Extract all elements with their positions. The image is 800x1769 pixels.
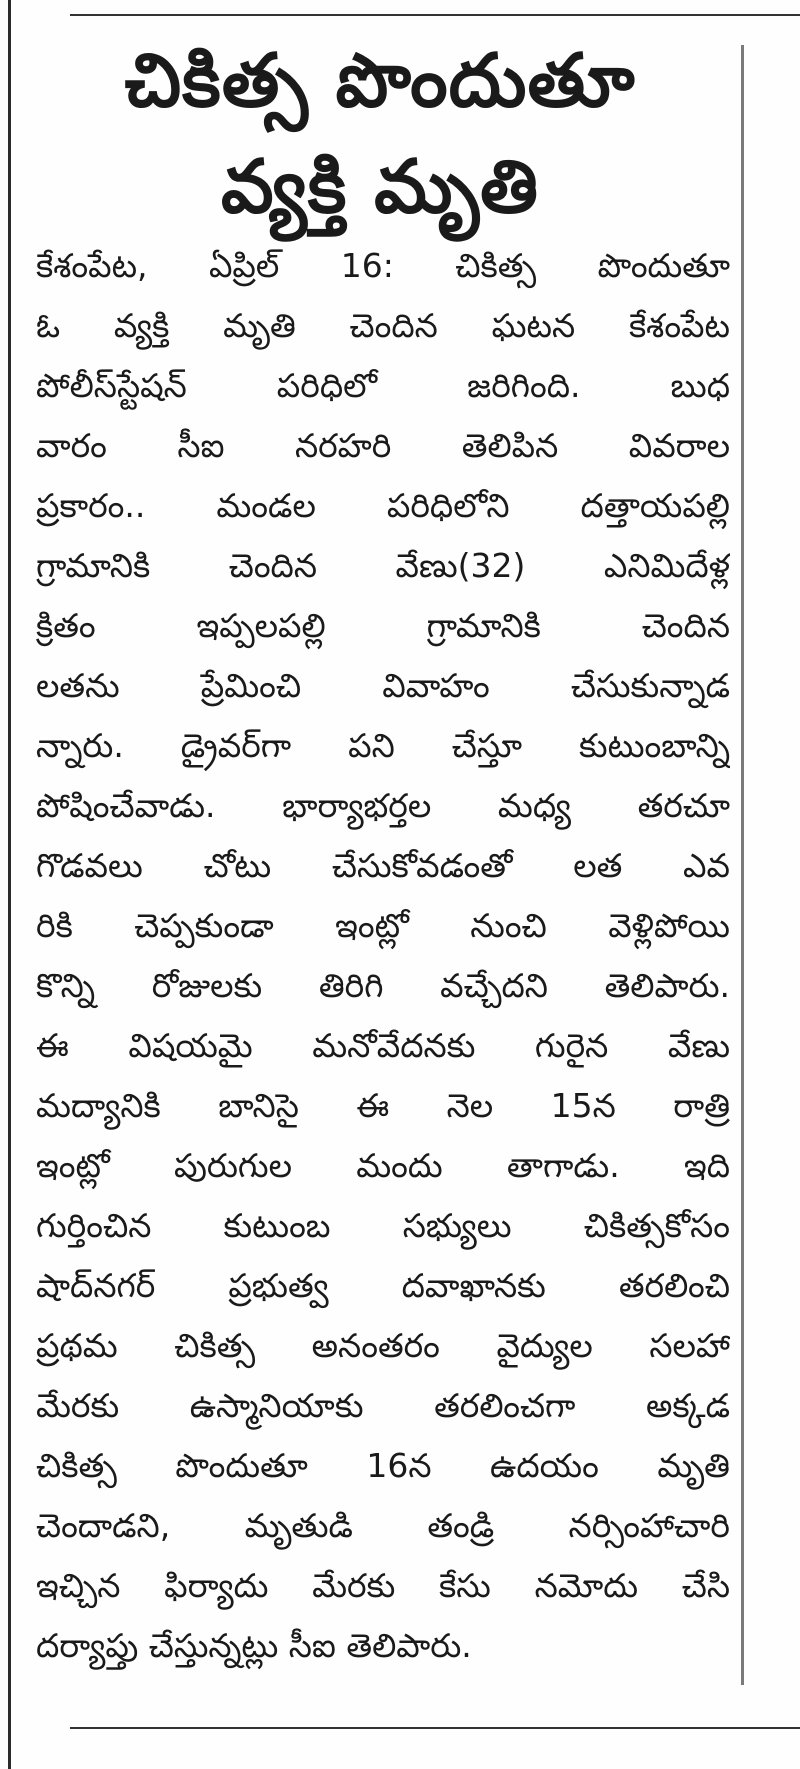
- article-line: వారం సీఐ నరహరి తెలిపిన వివరాల: [36, 426, 730, 465]
- article-line: ఓ వ్యక్తి మృతి చెందిన ఘటన కేశంపేట: [36, 306, 730, 345]
- left-border-line: [8, 0, 11, 1769]
- article-line: ఇచ్చిన ఫిర్యాదు మేరకు కేసు నమోదు చేసి: [36, 1566, 730, 1605]
- article-line: లతను ప్రేమించి వివాహం చేసుకున్నాడ: [36, 666, 730, 705]
- article-line: చెందాడని, మృతుడి తండ్రి నర్సింహాచారి: [36, 1506, 730, 1545]
- article-line: షాద్‌నగర్ ప్రభుత్వ దవాఖానకు తరలించి: [36, 1266, 730, 1305]
- article-line: రికి చెప్పకుండా ఇంట్లో నుంచి వెళ్లిపోయి: [36, 906, 730, 945]
- article-line: న్నారు. డ్రైవర్‌గా పని చేస్తూ కుటుంబాన్ని: [36, 726, 730, 765]
- article-line: ప్రథమ చికిత్స అనంతరం వైద్యుల సలహా: [36, 1326, 730, 1365]
- article-line: గుర్తించిన కుటుంబ సభ్యులు చికిత్సకోసం: [36, 1206, 730, 1245]
- article-line: గ్రామానికి చెందిన వేణు(32) ఎనిమిదేళ్ల: [36, 546, 730, 585]
- article-line: కొన్ని రోజులకు తిరిగి వచ్చేదని తెలిపారు.: [36, 966, 730, 1005]
- article-line: ఇంట్లో పురుగుల మందు తాగాడు. ఇది: [36, 1146, 730, 1185]
- top-rule: [70, 14, 800, 16]
- article-line: క్రితం ఇప్పలపల్లి గ్రామానికి చెందిన: [36, 606, 730, 645]
- article-line: ప్రకారం.. మండల పరిధిలోని దత్తాయపల్లి: [36, 486, 730, 525]
- headline: [30, 28, 730, 240]
- article-line: మద్యానికి బానిసై ఈ నెల 15న రాత్రి: [36, 1086, 730, 1125]
- headline-line-1: చికిత్స పొందుతూ: [124, 38, 636, 124]
- article-line: కేశంపేట, ఏప్రిల్ 16: చికిత్స పొందుతూ: [36, 246, 730, 285]
- article-line: చికిత్స పొందుతూ 16న ఉదయం మృతి: [36, 1446, 730, 1485]
- column-divider: [741, 45, 744, 1685]
- article-body: [36, 236, 730, 1676]
- headline-line-2: వ్యక్తి మృతి: [221, 144, 539, 230]
- article-line: పోషించేవాడు. భార్యాభర్తల మధ్య తరచూ: [36, 786, 730, 825]
- article-line: గొడవలు చోటు చేసుకోవడంతో లత ఎవ: [36, 846, 730, 885]
- article-line: మేరకు ఉస్మానియాకు తరలించగా అక్కడ: [36, 1386, 730, 1425]
- article-line: దర్యాప్తు చేస్తున్నట్లు సీఐ తెలిపారు.: [36, 1626, 472, 1665]
- article-line: పోలీస్‌స్టేషన్ పరిధిలో జరిగింది. బుధ: [36, 366, 730, 405]
- article-line: ఈ విషయమై మనోవేదనకు గురైన వేణు: [36, 1026, 730, 1065]
- bottom-rule: [70, 1727, 800, 1729]
